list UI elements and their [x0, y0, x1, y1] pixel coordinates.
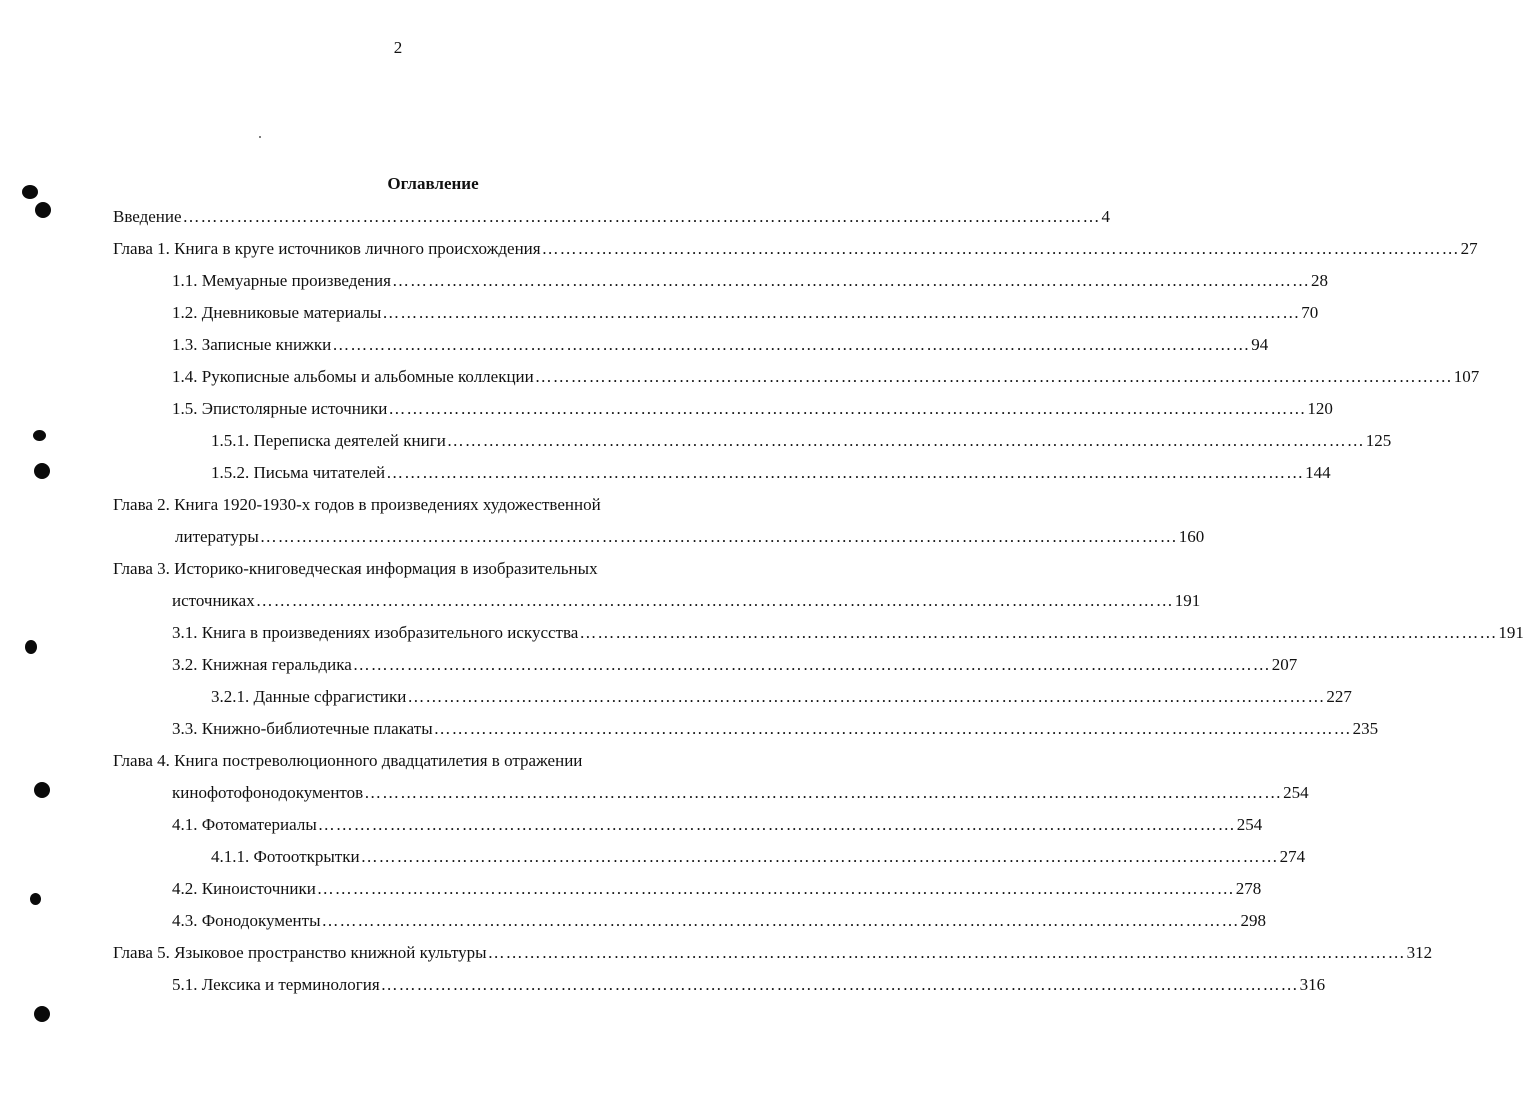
- toc-row: [0, 265, 1328, 297]
- toc-row: [0, 809, 1263, 841]
- toc-entry-page: 160: [1178, 527, 1205, 546]
- toc-entry: [172, 393, 1333, 425]
- toc-leader: ………………………………………………………………………………………………………………………………………: [382, 303, 1301, 322]
- toc-entry-page: 278: [1235, 879, 1262, 898]
- toc-entry: [113, 201, 1111, 233]
- toc-row: [0, 713, 1379, 745]
- toc-entry-label: Глава 1. Книга в круге источников личного происхождения: [113, 239, 541, 258]
- toc-row: [0, 393, 1333, 425]
- toc-leader: ………………………………………………………………………………………………………………………………………: [255, 591, 1174, 610]
- toc-entry-label: 4.2. Киноисточники: [172, 879, 316, 898]
- toc-entry-label: 3.1. Книга в произведениях изобразительного искусства: [172, 623, 579, 642]
- toc-entry: [211, 681, 1352, 713]
- toc-entry-label: 1.5.1. Переписка деятелей книги: [211, 431, 446, 450]
- toc-row: [0, 777, 1309, 809]
- toc-entry-page: 227: [1326, 687, 1352, 706]
- toc-leader: ………………………………………………………………………………………………………………………………………: [386, 463, 1305, 482]
- toc-entry: [172, 713, 1379, 745]
- toc-entry: [172, 329, 1269, 361]
- toc-leader: ………………………………………………………………………………………………………………………………………: [579, 623, 1498, 642]
- toc-entry-label: 1.4. Рукописные альбомы и альбомные коллекции: [172, 367, 534, 386]
- toc-entry: [211, 425, 1392, 457]
- toc-entry: [211, 841, 1306, 873]
- toc-entry-page: 274: [1279, 847, 1306, 866]
- toc-entry-label: 1.5.2. Письма читателей: [211, 463, 386, 482]
- toc-entry: [175, 521, 1205, 553]
- toc-entry-page: 298: [1240, 911, 1266, 930]
- toc-entry-page: 28: [1310, 271, 1328, 290]
- toc-entry-page: 254: [1236, 815, 1263, 834]
- toc-entry: [172, 617, 1524, 649]
- toc-row: [0, 233, 1478, 265]
- toc-entry-label: 1.1. Мемуарные произведения: [172, 271, 391, 290]
- toc-entry-page: 235: [1352, 719, 1379, 738]
- toc-entry-page: 254: [1283, 783, 1309, 802]
- toc-row: [0, 969, 1326, 1001]
- toc-entry-label: 3.2.1. Данные сфрагистики: [211, 687, 407, 706]
- toc-row: [0, 489, 796, 521]
- page-number: 2: [393, 38, 403, 57]
- toc-entry-page: 27: [1460, 239, 1478, 258]
- toc-entry-page: 144: [1305, 463, 1331, 482]
- toc-row: [0, 681, 1352, 713]
- toc-entry-page: 120: [1307, 399, 1333, 418]
- toc-leader: ………………………………………………………………………………………………………………………………………: [391, 271, 1310, 290]
- toc-leader: ………………………………………………………………………………………………………………………………………: [541, 239, 1460, 258]
- toc-entry-label: 5.1. Лексика и терминология: [172, 975, 380, 994]
- toc-entry: [172, 649, 1298, 681]
- toc-entry: [172, 361, 1480, 393]
- toc-entry-label: 3.2. Книжная геральдика: [172, 655, 352, 674]
- toc-entry: [172, 873, 1262, 905]
- toc-entry-page: 316: [1299, 975, 1326, 994]
- toc-entry-label: Глава 4. Книга постреволюционного двадцатилетия в отражении: [113, 751, 583, 770]
- toc-leader: ………………………………………………………………………………………………………………………………………: [388, 399, 1307, 418]
- toc-entry-page: 191: [1498, 623, 1524, 642]
- toc-entry: [113, 745, 751, 777]
- binding-hole-mark: [22, 185, 38, 199]
- toc-entry-label: 4.1.1. Фотооткрытки: [211, 847, 360, 866]
- toc-row: [0, 841, 1306, 873]
- toc-entry-page: 94: [1251, 335, 1269, 354]
- toc-row: [0, 745, 796, 777]
- toc-row: [0, 329, 1269, 361]
- toc-entry: [211, 457, 1331, 489]
- toc-row: [0, 457, 1331, 489]
- toc-row: [0, 361, 1480, 393]
- toc-entry-page: 312: [1406, 943, 1433, 962]
- toc-entry: [172, 297, 1319, 329]
- toc-leader: ………………………………………………………………………………………………………………………………………: [446, 431, 1365, 450]
- toc-row: [0, 617, 1524, 649]
- toc-entry-label: 3.3. Книжно-библиотечные плакаты: [172, 719, 433, 738]
- toc-entry-page: 70: [1301, 303, 1319, 322]
- toc-entry-page: 125: [1365, 431, 1392, 450]
- toc-row: [0, 937, 1433, 969]
- toc-entry: [113, 553, 751, 585]
- toc-leader: ………………………………………………………………………………………………………………………………………: [332, 335, 1251, 354]
- toc-row: [0, 905, 1266, 937]
- toc-row: [0, 553, 796, 585]
- binding-hole-mark: [34, 1006, 50, 1022]
- toc-entry: [172, 585, 1201, 617]
- toc-row: [0, 585, 1201, 617]
- toc-entry-label: Глава 5. Языковое пространство книжной культуры: [113, 943, 487, 962]
- toc-entry: [172, 777, 1309, 809]
- toc-entry-label: кинофотофонодокументов: [172, 783, 364, 802]
- toc-row: [0, 297, 1319, 329]
- toc-leader: ………………………………………………………………………………………………………………………………………: [360, 847, 1279, 866]
- toc-title: Оглавление: [387, 174, 479, 193]
- toc-leader: ………………………………………………………………………………………………………………………………………: [317, 815, 1236, 834]
- toc-leader: ………………………………………………………………………………………………………………………………………: [259, 527, 1178, 546]
- toc-entry: [113, 489, 751, 521]
- toc-entry-page: 191: [1174, 591, 1201, 610]
- toc-leader: ………………………………………………………………………………………………………………………………………: [321, 911, 1240, 930]
- toc-leader: ………………………………………………………………………………………………………………………………………: [487, 943, 1406, 962]
- toc-entry-label: 1.3. Записные книжки: [172, 335, 332, 354]
- scan-speck: [259, 136, 261, 138]
- toc-entry-page: 207: [1271, 655, 1298, 674]
- toc-entry-label: Глава 3. Историко-книговедческая информация в изобразительных: [113, 559, 598, 578]
- toc-row: [0, 873, 1262, 905]
- toc-entry-page: 4: [1101, 207, 1111, 226]
- toc-entry-label: Введение: [113, 207, 182, 226]
- toc-entry: [172, 265, 1328, 297]
- toc-entry: [172, 905, 1266, 937]
- toc-entry-label: 4.1. Фотоматериалы: [172, 815, 317, 834]
- toc-row: [0, 201, 1111, 233]
- toc-entry-label: 1.5. Эпистолярные источники: [172, 399, 388, 418]
- toc-entry-page: 107: [1453, 367, 1480, 386]
- toc-entry-label: 4.3. Фонодокументы: [172, 911, 321, 930]
- toc-leader: ………………………………………………………………………………………………………………………………………: [182, 207, 1101, 226]
- toc-leader: ………………………………………………………………………………………………………………………………………: [364, 783, 1283, 802]
- toc-entry: [172, 809, 1263, 841]
- toc-leader: ………………………………………………………………………………………………………………………………………: [380, 975, 1299, 994]
- toc-row: [0, 521, 1205, 553]
- toc-leader: ………………………………………………………………………………………………………………………………………: [316, 879, 1235, 898]
- toc-entry: [172, 969, 1326, 1001]
- toc-entry: [113, 937, 1433, 969]
- toc-entry-label: Глава 2. Книга 1920-1930-х годов в произведениях художественной: [113, 495, 601, 514]
- toc-entry-label: источниках: [172, 591, 255, 610]
- toc-leader: ………………………………………………………………………………………………………………………………………: [534, 367, 1453, 386]
- toc-row: [0, 649, 1298, 681]
- toc-row: [0, 425, 1392, 457]
- toc-leader: ………………………………………………………………………………………………………………………………………: [352, 655, 1271, 674]
- toc-leader: ………………………………………………………………………………………………………………………………………: [407, 687, 1326, 706]
- toc-leader: ………………………………………………………………………………………………………………………………………: [433, 719, 1352, 738]
- toc-entry-label: 1.2. Дневниковые материалы: [172, 303, 382, 322]
- toc-entry: [113, 233, 1478, 265]
- toc-entry-label: литературы: [175, 527, 259, 546]
